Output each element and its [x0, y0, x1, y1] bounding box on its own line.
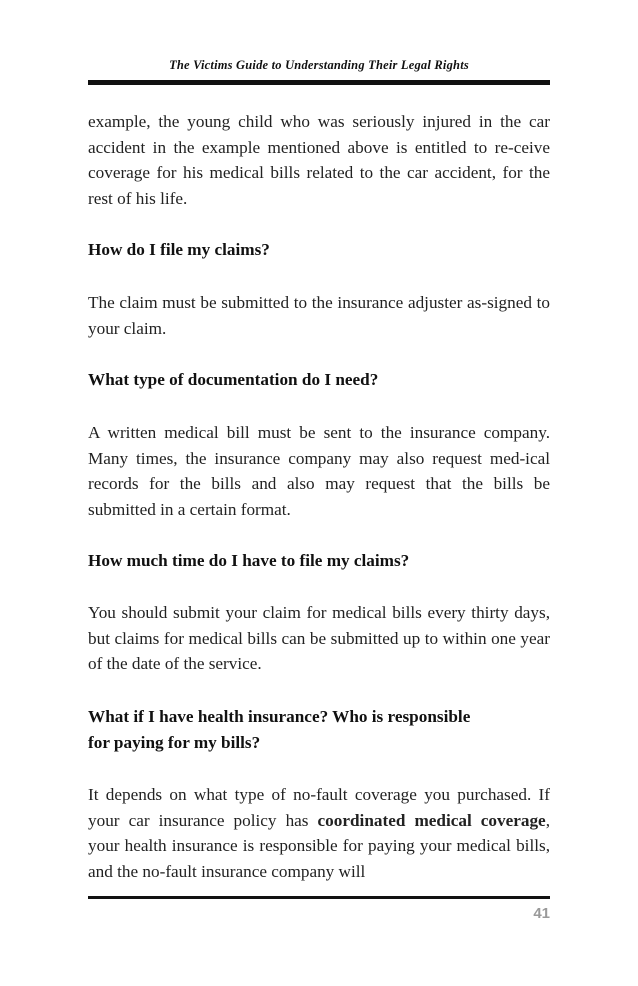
paragraph-text: [88, 782, 550, 884]
paragraph-claim-submission: [88, 290, 550, 341]
bold-term-coordinated-medical-coverage: coordinated medical coverage: [317, 810, 546, 830]
paragraph-text: The claim must be submitted to the insurance adjuster as-signed to your claim.: [88, 293, 550, 338]
paragraph-text: example, the young child who was seriously injured in the car accident in the example mentioned above is entitled to re-ceive coverage for his medical bills related to the car accident, for the rest of his life.: [88, 112, 550, 208]
heading-health-insurance: [88, 704, 558, 755]
text-run: , your health insurance is responsible for paying your medical bills, and the no-fault insurance company will: [88, 810, 550, 881]
heading-line: What if I have health insurance? Who is responsible: [88, 707, 471, 726]
paragraph-text: You should submit your claim for medical bills every thirty days, but claims for medical bills can be submitted up to within one year of the date of the service.: [88, 603, 550, 674]
heading-time-to-file: How much time do I have to file my claims?: [88, 551, 410, 570]
running-header-title: The Victims Guide to Understanding Their Legal Rights: [169, 58, 469, 72]
text-run: It depends on what type of no-fault coverage you purchased. If your car insurance policy has: [88, 785, 550, 830]
heading-file-claims: How do I file my claims?: [88, 240, 270, 259]
paragraph-documentation: [88, 420, 550, 522]
heading-documentation: What type of documentation do I need?: [88, 370, 379, 389]
paragraph-time-to-file: [88, 600, 550, 677]
header-rule: [88, 80, 550, 85]
paragraph-child-coverage: [88, 109, 550, 211]
page-number: 41: [533, 905, 550, 922]
paragraph-text: A written medical bill must be sent to the insurance company. Many times, the insurance company may also request med-ical records for the bills and also may request that the bills be submitted in a certain format.: [88, 423, 550, 519]
paragraph-no-fault-coverage: [88, 782, 550, 884]
heading-line: for paying for my bills?: [88, 732, 261, 752]
footer-rule: [88, 896, 550, 899]
